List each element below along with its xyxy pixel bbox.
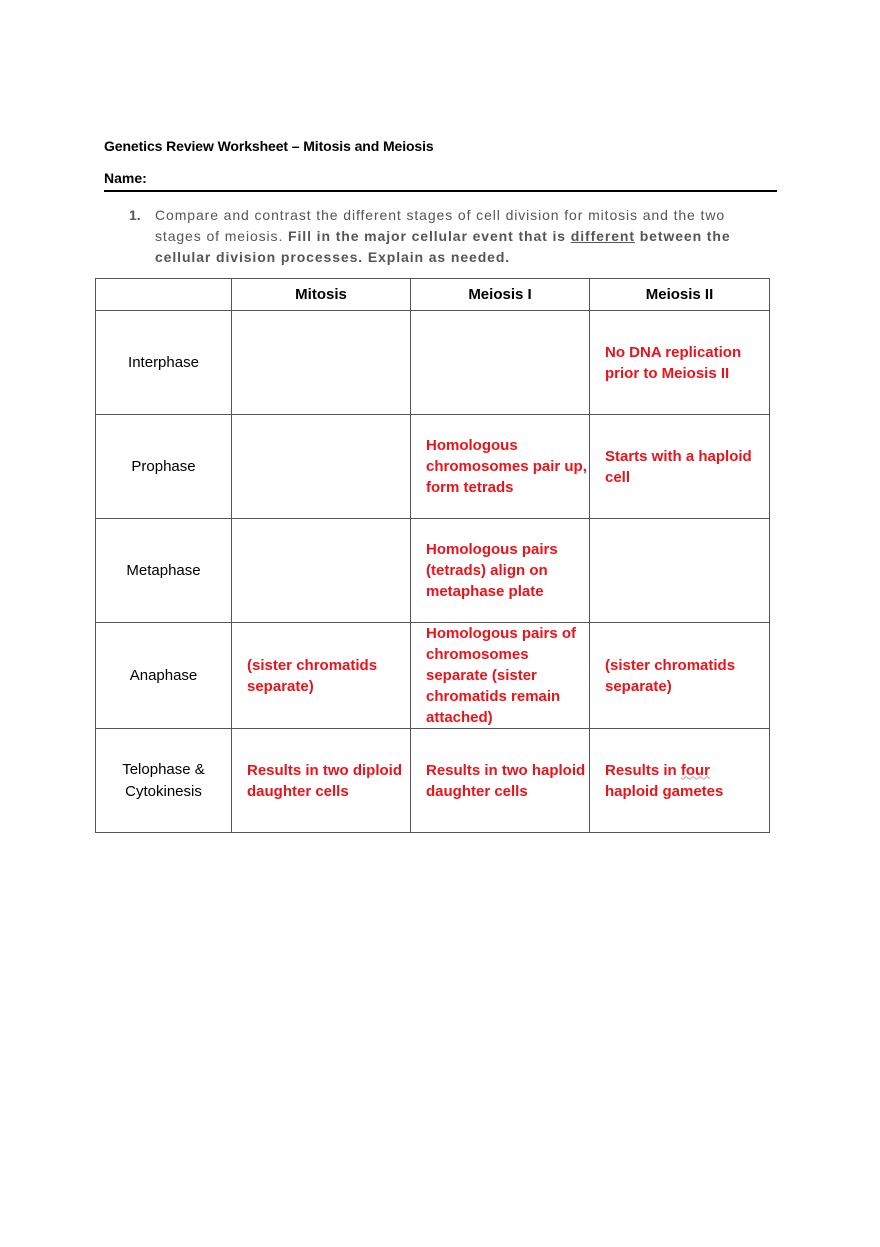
question-instruction-a: Fill in the major cellular event that is xyxy=(288,228,566,244)
meiosis-1-cell[interactable]: Homologous pairs of chromosomes separate (sister chromatids remain attached) xyxy=(411,623,590,729)
worksheet-title: Genetics Review Worksheet – Mitosis and Meiosis xyxy=(104,138,434,154)
meiosis-2-text-c: haploid gametes xyxy=(605,782,724,800)
stage-label: Interphase xyxy=(96,311,232,415)
table-row xyxy=(96,311,770,415)
table-row xyxy=(96,519,770,623)
meiosis-2-text-a: Results in xyxy=(605,761,677,779)
cell-division-table xyxy=(95,278,770,833)
mitosis-cell[interactable] xyxy=(232,311,411,415)
mitosis-cell[interactable] xyxy=(232,519,411,623)
header-mitosis: Mitosis xyxy=(232,279,411,311)
question-instruction-b: between the cellular division processes. Explain as needed. xyxy=(155,228,731,265)
question-1 xyxy=(129,205,769,268)
stage-label-line-1: Telophase & xyxy=(122,760,205,778)
question-instruction-underlined: different xyxy=(570,228,635,244)
name-field[interactable] xyxy=(104,170,777,192)
name-label: Name: xyxy=(104,170,147,186)
meiosis-1-cell[interactable]: Homologous chromosomes pair up, form tetrads xyxy=(411,415,590,519)
meiosis-2-cell[interactable] xyxy=(590,729,770,833)
header-meiosis-2: Meiosis II xyxy=(590,279,770,311)
meiosis-1-cell[interactable] xyxy=(411,311,590,415)
stage-label xyxy=(96,729,232,833)
stage-label-line-2: Cytokinesis xyxy=(125,782,202,800)
meiosis-2-cell[interactable]: (sister chromatids separate) xyxy=(590,623,770,729)
mitosis-cell[interactable]: Results in two diploid daughter cells xyxy=(232,729,411,833)
stage-label: Prophase xyxy=(96,415,232,519)
meiosis-1-cell[interactable]: Homologous pairs (tetrads) align on metaphase plate xyxy=(411,519,590,623)
question-number: 1. xyxy=(129,207,141,223)
question-intro: Compare and contrast the different stages of cell division for mitosis and the two stages of meiosis. xyxy=(155,207,726,244)
table-row xyxy=(96,623,770,729)
meiosis-1-cell[interactable]: Results in two haploid daughter cells xyxy=(411,729,590,833)
meiosis-2-cell[interactable]: No DNA replication prior to Meiosis II xyxy=(590,311,770,415)
table-row xyxy=(96,415,770,519)
question-text xyxy=(155,205,769,268)
header-blank xyxy=(96,279,232,311)
spellcheck-word: four xyxy=(680,761,711,779)
meiosis-2-cell[interactable] xyxy=(590,519,770,623)
stage-label: Anaphase xyxy=(96,623,232,729)
table-header-row xyxy=(96,279,770,311)
meiosis-2-cell[interactable]: Starts with a haploid cell xyxy=(590,415,770,519)
header-meiosis-1: Meiosis I xyxy=(411,279,590,311)
table-row xyxy=(96,729,770,833)
mitosis-cell[interactable]: (sister chromatids separate) xyxy=(232,623,411,729)
mitosis-cell[interactable] xyxy=(232,415,411,519)
stage-label: Metaphase xyxy=(96,519,232,623)
